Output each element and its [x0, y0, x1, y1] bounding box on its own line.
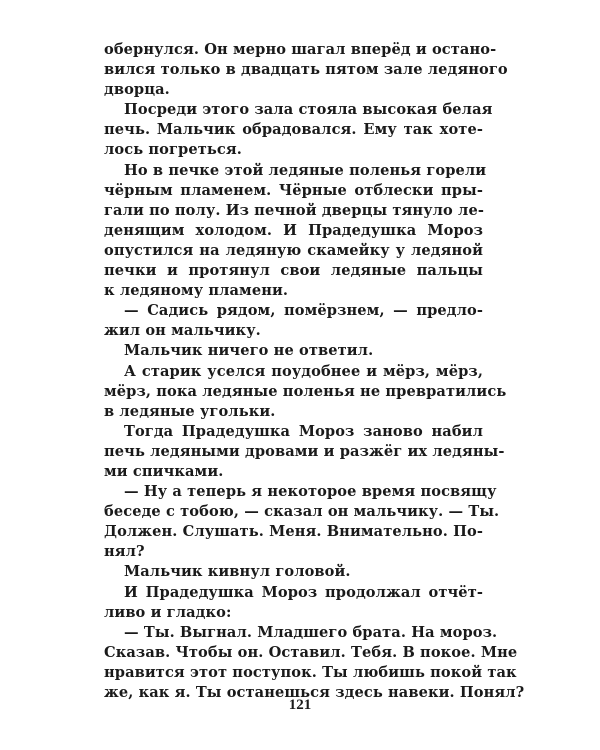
text-line: нял? [104, 543, 145, 561]
body-text [104, 40, 525, 703]
text-line: печки и протянул свои ледяные пальцы [104, 262, 483, 280]
paragraph [104, 362, 507, 422]
paragraph [104, 623, 525, 703]
text-line: нравится этот поступок. Ты любишь покой так [104, 663, 517, 681]
text-line: Но в печке этой ледяные поленья горели [124, 161, 487, 179]
text-line: гали по полу. Из печной дверцы тянуло ле- [104, 201, 484, 219]
text-line: И Прадедушка Мороз продолжал отчёт- [124, 583, 483, 601]
text-line: вился только в двадцать пятом зале ледяного [104, 61, 508, 79]
text-line: в ледяные угольки. [104, 402, 276, 420]
text-line: ми спичками. [104, 462, 224, 480]
text-line: чёрным пламенем. Чёрные отблески пры- [104, 181, 483, 199]
text-line: ливо и гладко: [104, 603, 232, 621]
text-line: же, как я. Ты останешься здесь навеки. Понял? [104, 684, 525, 701]
text-line: — Ну а теперь я некоторое время посвящу [124, 483, 497, 501]
text-line: Мальчик ничего не ответил. [124, 342, 374, 360]
text-line: Тогда Прадедушка Мороз заново набил [124, 422, 483, 440]
text-line: печь ледяными дровами и разжёг их ледяны- [104, 442, 505, 460]
text-line: опустился на ледяную скамейку у ледяной [104, 241, 483, 259]
text-line: Сказав. Чтобы он. Оставил. Тебя. В покое. Мне [104, 643, 518, 661]
text-line: Должен. Слушать. Меня. Внимательно. По- [104, 523, 483, 541]
text-line: Мальчик кивнул головой. [124, 563, 351, 581]
text-line: денящим холодом. И Прадедушка Мороз [104, 221, 483, 239]
page-number: 121 [288, 697, 312, 713]
text-line: Посреди этого зала стояла высокая белая [124, 101, 493, 119]
text-line: беседе с тобою, — сказал он мальчику. — Ты. [104, 503, 500, 521]
paragraph [104, 562, 483, 582]
paragraph [104, 482, 500, 562]
paragraph [104, 301, 483, 341]
paragraph [104, 161, 487, 302]
text-line: мёрз, пока ледяные поленья не превратились [104, 382, 507, 400]
text-line: жил он мальчику. [104, 322, 261, 340]
text-line: лось погреться. [104, 141, 242, 159]
paragraph [104, 341, 483, 361]
text-line: обернулся. Он мерно шагал вперёд и остано- [104, 41, 497, 58]
text-line: дворца. [104, 81, 170, 99]
paragraph [104, 422, 505, 482]
text-line: — Ты. Выгнал. Младшего брата. На мороз. [124, 623, 498, 641]
paragraph [104, 583, 483, 623]
text-line: к ледяному пламени. [104, 282, 289, 300]
paragraph [104, 100, 493, 160]
paragraph [104, 40, 508, 100]
text-line: А старик уселся поудобнее и мёрз, мёрз, [124, 362, 483, 380]
text-line: печь. Мальчик обрадовался. Ему так хоте- [104, 121, 483, 139]
text-line: — Садись рядом, помёрзнем, — предло- [124, 302, 483, 320]
